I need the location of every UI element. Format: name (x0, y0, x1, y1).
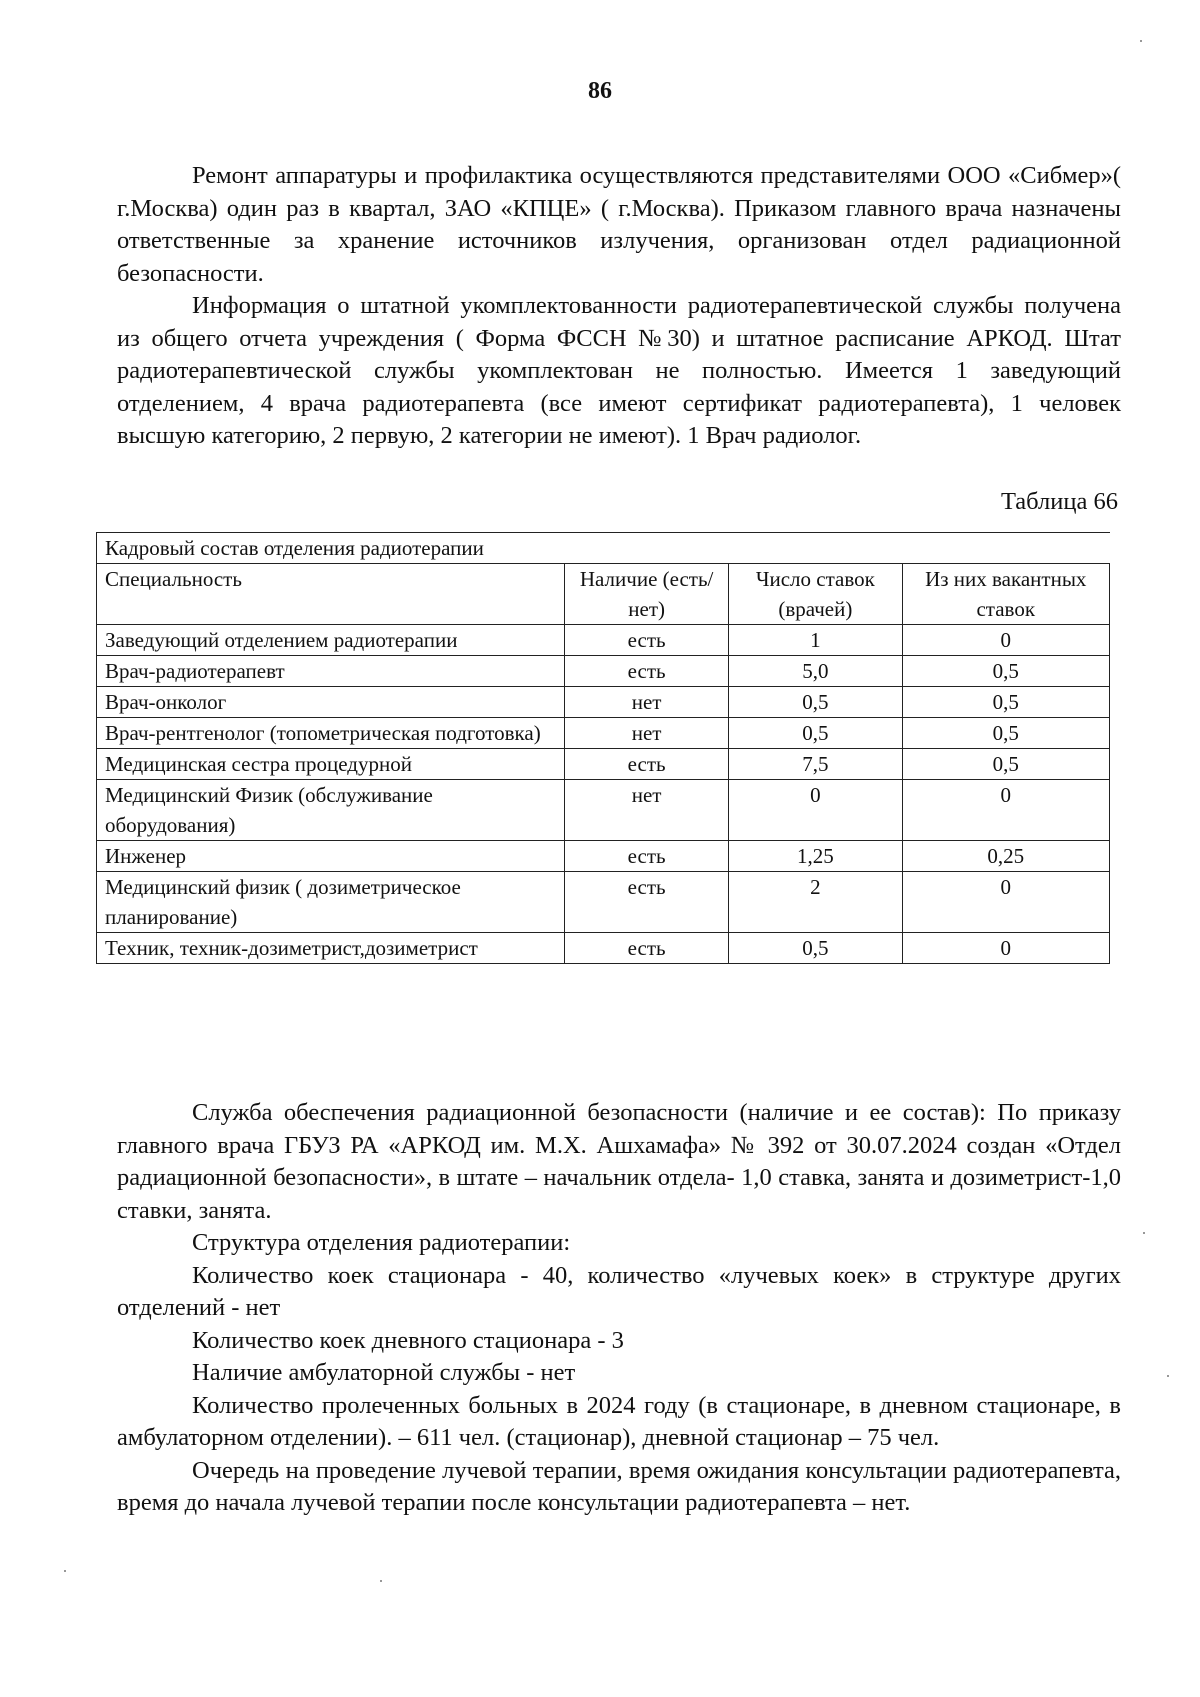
cell-rates: 0 (729, 780, 902, 841)
paragraph-equipment-repair: Ремонт аппаратуры и профилактика осуществляются представителями ООО «Сибмер»( г.Москва) один раз в квартал, ЗАО «КПЦЕ» ( г.Москва). Приказом главного врача назначены ответственные за хранение источников излучения, организован отдел радиационной безопасности. (117, 162, 1121, 287)
cell-specialty: Заведующий отделением радиотерапии (97, 625, 565, 656)
cell-vacant: 0,25 (902, 841, 1110, 872)
cell-vacant: 0,5 (902, 656, 1110, 687)
paragraph-outpatient: Наличие амбулаторной службы - нет (192, 1359, 576, 1386)
table-row (97, 687, 1110, 718)
cell-presence: есть (565, 656, 729, 687)
cell-vacant: 0,5 (902, 687, 1110, 718)
cell-specialty: Врач-онколог (97, 687, 565, 718)
paragraph-radiation-safety: Служба обеспечения радиационной безопасности (наличие и ее состав): По приказу главного врача ГБУЗ РА «АРКОД им. М.Х. Ашхамафа» № 392 от 30.07.2024 создан «Отдел радиационной безопасности», в штате – начальник отдела- 1,0 ставка, занята и дозиметрист-1,0 ставки, занята. (117, 1099, 1121, 1224)
cell-presence: есть (565, 872, 729, 933)
paragraph-staffing-info: Информация о штатной укомплектованности радиотерапевтической службы получена из общего отчета учреждения ( Форма ФССН №30) и штатное расписание АРКОД. Штат радиотерапевтической службы укомплектован не полностью. Имеется 1 заведующий отделением, 4 врача радиотерапевта (все имеют сертификат радиотерапевта), 1 человек высшую категорию, 2 первую, 2 категории не имеют). 1 Врач радиолог. (117, 292, 1121, 449)
cell-presence: нет (565, 780, 729, 841)
cell-specialty: Врач-рентгенолог (топометрическая подготовка) (97, 718, 565, 749)
cell-specialty: Медицинская сестра процедурной (97, 749, 565, 780)
cell-vacant: 0 (902, 872, 1110, 933)
table-caption: Таблица 66 (1000, 488, 1118, 515)
closing-text (117, 1097, 1121, 1520)
table-row (97, 656, 1110, 687)
paragraph-treated-patients: Количество пролеченных больных в 2024 году (в стационаре, в дневном стационаре, в амбулаторном отделении). – 611 чел. (стационар), дневной стационар – 75 чел. (117, 1391, 1121, 1451)
cell-rates: 0,5 (729, 933, 902, 964)
table-row (97, 933, 1110, 964)
cell-presence: есть (565, 933, 729, 964)
paragraph-queue: Очередь на проведение лучевой терапии, время ожидания консультации радиотерапевта, время до начала лучевой терапии после консультации радиотерапевта – нет. (117, 1456, 1121, 1516)
cell-specialty: Медицинский физик ( дозиметрическое планирование) (97, 872, 565, 933)
page-number: 86 (588, 78, 612, 104)
cell-rates: 0,5 (729, 718, 902, 749)
cell-vacant: 0 (902, 625, 1110, 656)
cell-specialty: Врач-радиотерапевт (97, 656, 565, 687)
intro-text (117, 160, 1121, 453)
table-title-row (97, 533, 1110, 564)
scan-speck (1143, 1232, 1145, 1234)
table-title: Кадровый состав отделения радиотерапии (97, 533, 1110, 564)
paragraph-beds: Количество коек стационара - 40, количество «лучевых коек» в структуре других отделений - нет (117, 1261, 1121, 1321)
header-rates: Число ставок (врачей) (729, 564, 902, 625)
cell-specialty: Инженер (97, 841, 565, 872)
cell-vacant: 0 (902, 933, 1110, 964)
cell-presence: есть (565, 841, 729, 872)
header-presence: Наличие (есть/нет) (565, 564, 729, 625)
cell-rates: 0,5 (729, 687, 902, 718)
paragraph-structure: Структура отделения радиотерапии: (192, 1229, 571, 1256)
paragraph-day-beds: Количество коек дневного стационара - 3 (192, 1326, 624, 1354)
cell-specialty: Техник, техник-дозиметрист,дозиметрист (97, 933, 565, 964)
cell-specialty: Медицинский Физик (обслуживание оборудования) (97, 780, 565, 841)
scan-speck (1140, 40, 1142, 42)
cell-vacant: 0,5 (902, 718, 1110, 749)
scan-speck (380, 1580, 382, 1582)
header-vacant: Из них вакантных ставок (902, 564, 1110, 625)
table-row (97, 749, 1110, 780)
cell-rates: 1,25 (729, 841, 902, 872)
cell-rates: 2 (729, 872, 902, 933)
header-specialty: Специальность (97, 564, 565, 625)
cell-rates: 5,0 (729, 656, 902, 687)
staff-table (96, 532, 1110, 964)
cell-vacant: 0 (902, 780, 1110, 841)
table-row (97, 841, 1110, 872)
table-header-row (97, 564, 1110, 625)
cell-rates: 1 (729, 625, 902, 656)
table-row (97, 780, 1110, 841)
table-row (97, 625, 1110, 656)
table-row (97, 872, 1110, 933)
scan-speck (1167, 1375, 1169, 1377)
cell-presence: есть (565, 625, 729, 656)
cell-rates: 7,5 (729, 749, 902, 780)
cell-presence: есть (565, 749, 729, 780)
cell-vacant: 0,5 (902, 749, 1110, 780)
cell-presence: нет (565, 687, 729, 718)
scan-speck (64, 1570, 66, 1572)
table-row (97, 718, 1110, 749)
cell-presence: нет (565, 718, 729, 749)
